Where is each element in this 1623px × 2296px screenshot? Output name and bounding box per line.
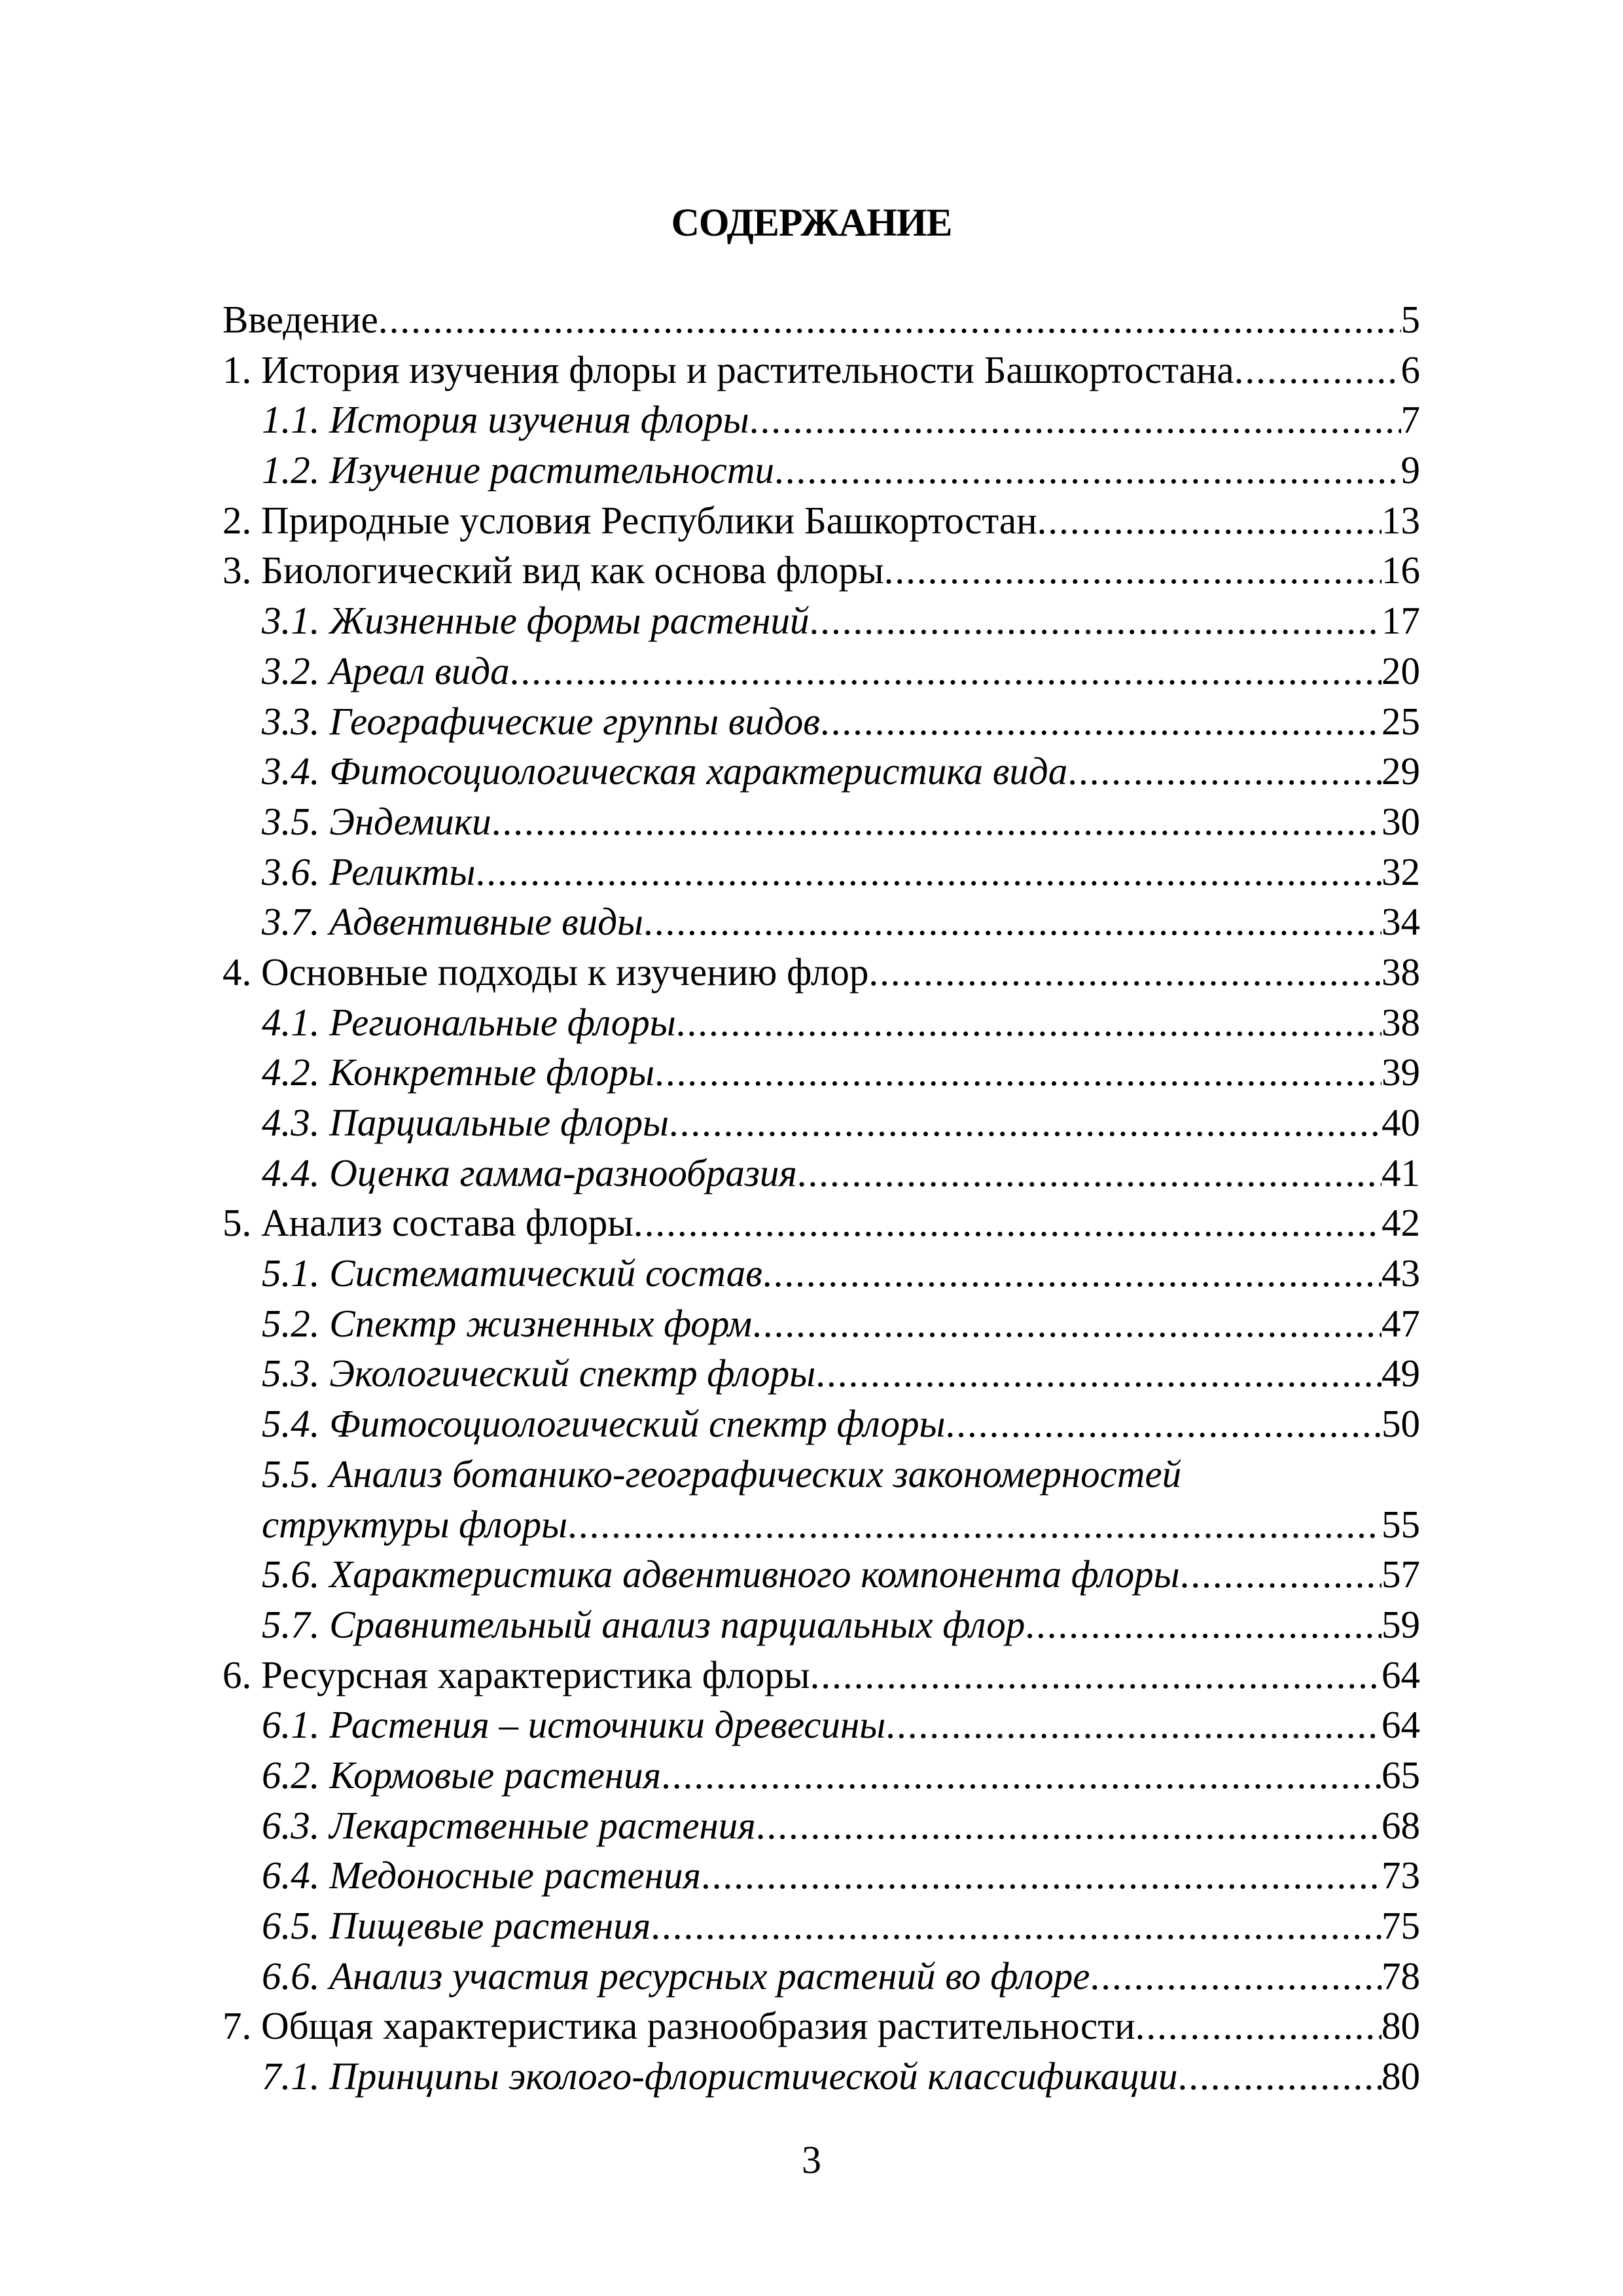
toc-entry [223,1700,1420,1750]
toc-leader-dots [1067,746,1382,797]
toc-leader-dots [1135,2001,1382,2051]
toc-entry [223,545,1420,596]
toc-entry-label: 3.7. Адвентивные виды [262,900,643,944]
toc-entry-page: 38 [1382,1000,1420,1044]
toc-entry-page: 20 [1382,649,1420,692]
toc-entry-page: 64 [1382,1703,1420,1747]
toc-entry-page: 6 [1400,348,1420,391]
toc-entry-label: 7.1. Принципы эколого-флористической классификации [262,2054,1178,2098]
toc-entry-page: 73 [1382,1854,1420,1897]
toc-entry-label: 5.2. Спектр жизненных форм [262,1301,753,1345]
toc-entry [223,295,1420,345]
toc-leader-dots [1177,2051,1382,2102]
toc-entry-page: 80 [1382,2054,1420,2098]
toc-leader-dots [815,1348,1382,1399]
page-number: 3 [802,2138,821,2181]
toc-entry [223,1600,1420,1650]
toc-leader-dots [945,1399,1382,1449]
toc-entry [223,1499,1420,1550]
toc-leader-dots [797,1148,1382,1198]
toc-leader-dots [884,545,1382,596]
toc-entry [223,1198,1420,1248]
toc-entry-label: 3. Биологический вид как основа флоры [223,548,884,592]
toc-entry-page: 57 [1382,1552,1420,1596]
toc-entry-label: 5.1. Систематический состав [262,1251,762,1295]
toc-leader-dots [1025,1600,1382,1650]
toc-entry-page: 38 [1382,950,1420,994]
toc-entry [223,1549,1420,1600]
toc-entry-label: 6.4. Медоносные растения [262,1854,701,1897]
toc-entry-label: 5.4. Фитосоциологический спектр флоры [262,1402,946,1446]
toc-entry-label: 5. Анализ состава флоры [223,1201,633,1245]
toc-entry [223,445,1420,495]
toc-entry-label: 1.1. История изучения флоры [262,398,749,442]
toc-entry-label: Введение [223,298,378,341]
toc-entry [223,1801,1420,1851]
toc-leader-dots [378,295,1401,345]
toc-entry-page: 59 [1382,1602,1420,1646]
toc-entry-page: 80 [1382,2004,1420,2048]
toc-leader-dots [774,445,1401,495]
toc-entry [223,847,1420,897]
toc-leader-dots [1090,1951,1382,2001]
toc-entry-label: 4.2. Конкретные флоры [262,1050,655,1094]
toc-entry-page: 30 [1382,799,1420,843]
toc-entry-label: 5.6. Характеристика адвентивного компонента флоры [262,1552,1180,1596]
table-of-contents [223,295,1420,2102]
toc-entry [223,646,1420,696]
toc-leader-dots [651,1901,1382,1951]
toc-leader-dots [752,1299,1382,1349]
toc-entry-label: 4.1. Региональные флоры [262,1000,676,1044]
toc-entry-label: 2. Природные условия Республики Башкортостан [223,498,1037,542]
toc-entry-page: 5 [1400,298,1420,341]
toc-entry [223,596,1420,646]
page-title: СОДЕРЖАНИЕ [671,201,952,244]
toc-entry [223,696,1420,747]
toc-entry-page: 29 [1382,749,1420,793]
toc-leader-dots [810,596,1382,646]
toc-entry-page: 55 [1382,1502,1420,1546]
toc-entry-label: 4.4. Оценка гамма-разнообразия [262,1151,797,1194]
toc-entry-page: 16 [1382,548,1420,592]
toc-entry-label: 5.7. Сравнительный анализ парциальных флор [262,1602,1026,1646]
toc-entry [223,395,1420,445]
toc-entry-label: 6. Ресурсная характеристика флоры [223,1653,810,1696]
toc-entry [223,1750,1420,1801]
toc-leader-dots [510,646,1382,696]
toc-entry-label: 5.5. Анализ ботанико-географических закономерностей [262,1452,1182,1496]
toc-entry [223,1098,1420,1148]
toc-leader-dots [643,897,1382,947]
toc-entry-page: 75 [1382,1904,1420,1947]
toc-entry [223,997,1420,1048]
toc-entry-page: 17 [1382,599,1420,643]
toc-entry [223,947,1420,997]
toc-entry [223,345,1420,395]
toc-entry-label: 6.2. Кормовые растения [262,1753,662,1797]
toc-leader-dots [669,1098,1382,1148]
toc-entry-label: 1. История изучения флоры и растительности Башкортостана [223,348,1234,391]
toc-entry-page: 49 [1382,1352,1420,1395]
toc-entry-page: 13 [1382,498,1420,542]
toc-entry-label: 6.1. Растения – источники древесины [262,1703,886,1747]
toc-entry-label: 7. Общая характеристика разнообразия растительности [223,2004,1135,2048]
toc-entry-label: 1.2. Изучение растительности [262,448,774,492]
toc-leader-dots [491,797,1382,847]
toc-entry-page: 40 [1382,1101,1420,1144]
toc-entry [223,1850,1420,1901]
toc-entry [223,495,1420,546]
toc-entry-label: структуры флоры [262,1502,568,1546]
toc-entry-page: 32 [1382,850,1420,893]
toc-leader-dots [633,1198,1382,1248]
toc-leader-dots [868,947,1382,997]
toc-entry-page: 41 [1382,1151,1420,1194]
toc-entry [223,1951,1420,2001]
toc-leader-dots [654,1047,1382,1098]
toc-entry-page: 7 [1400,398,1420,442]
toc-entry [223,1248,1420,1299]
toc-entry-label: 3.2. Ареал вида [262,649,510,692]
toc-leader-dots [762,1248,1382,1299]
toc-entry-label: 3.5. Эндемики [262,799,491,843]
toc-entry-page: 65 [1382,1753,1420,1797]
toc-entry-label: 3.4. Фитосоциологическая характеристика вида [262,749,1068,793]
toc-leader-dots [1037,495,1382,546]
toc-entry [223,1047,1420,1098]
toc-entry-label: 4. Основные подходы к изучению флор [223,950,869,994]
toc-entry-page: 25 [1382,699,1420,743]
toc-entry-page: 50 [1382,1402,1420,1446]
toc-entry-page: 64 [1382,1653,1420,1696]
toc-leader-dots [661,1750,1382,1801]
toc-entry-label: 4.3. Парциальные флоры [262,1101,669,1144]
toc-entry [223,1148,1420,1198]
toc-entry-label: 6.5. Пищевые растения [262,1904,651,1947]
toc-entry [223,2001,1420,2051]
toc-entry-page: 68 [1382,1803,1420,1847]
toc-entry [223,1901,1420,1951]
toc-entry-page: 43 [1382,1251,1420,1295]
toc-leader-dots [567,1499,1382,1550]
toc-leader-dots [676,997,1382,1048]
toc-entry-page: 78 [1382,1954,1420,1998]
toc-leader-dots [885,1700,1382,1750]
toc-entry [223,897,1420,947]
toc-leader-dots [1180,1549,1382,1600]
toc-entry [223,1650,1420,1700]
toc-entry-page: 39 [1382,1050,1420,1094]
toc-leader-dots [810,1650,1382,1700]
toc-entry-label: 3.3. Географические группы видов [262,699,820,743]
toc-leader-dots [756,1801,1382,1851]
toc-entry-page: 47 [1382,1301,1420,1345]
toc-leader-dots [749,395,1401,445]
toc-entry [223,1399,1420,1449]
toc-entry-page: 42 [1382,1201,1420,1245]
toc-leader-dots [476,847,1382,897]
toc-entry-page: 34 [1382,900,1420,944]
toc-entry [223,1299,1420,1349]
toc-entry-label: 6.3. Лекарственные растения [262,1803,756,1847]
toc-entry [223,2051,1420,2102]
toc-leader-dots [820,696,1382,747]
toc-leader-dots [1234,345,1401,395]
toc-entry-label: 6.6. Анализ участия ресурсных растений во флоре [262,1954,1090,1998]
toc-entry [223,746,1420,797]
toc-entry [223,797,1420,847]
toc-entry [223,1449,1420,1499]
toc-leader-dots [701,1850,1382,1901]
toc-entry [223,1348,1420,1399]
toc-entry-label: 3.6. Реликты [262,850,476,893]
toc-entry-label: 5.3. Экологический спектр флоры [262,1352,816,1395]
toc-entry-label: 3.1. Жизненные формы растений [262,599,810,643]
toc-entry-page: 9 [1400,448,1420,492]
